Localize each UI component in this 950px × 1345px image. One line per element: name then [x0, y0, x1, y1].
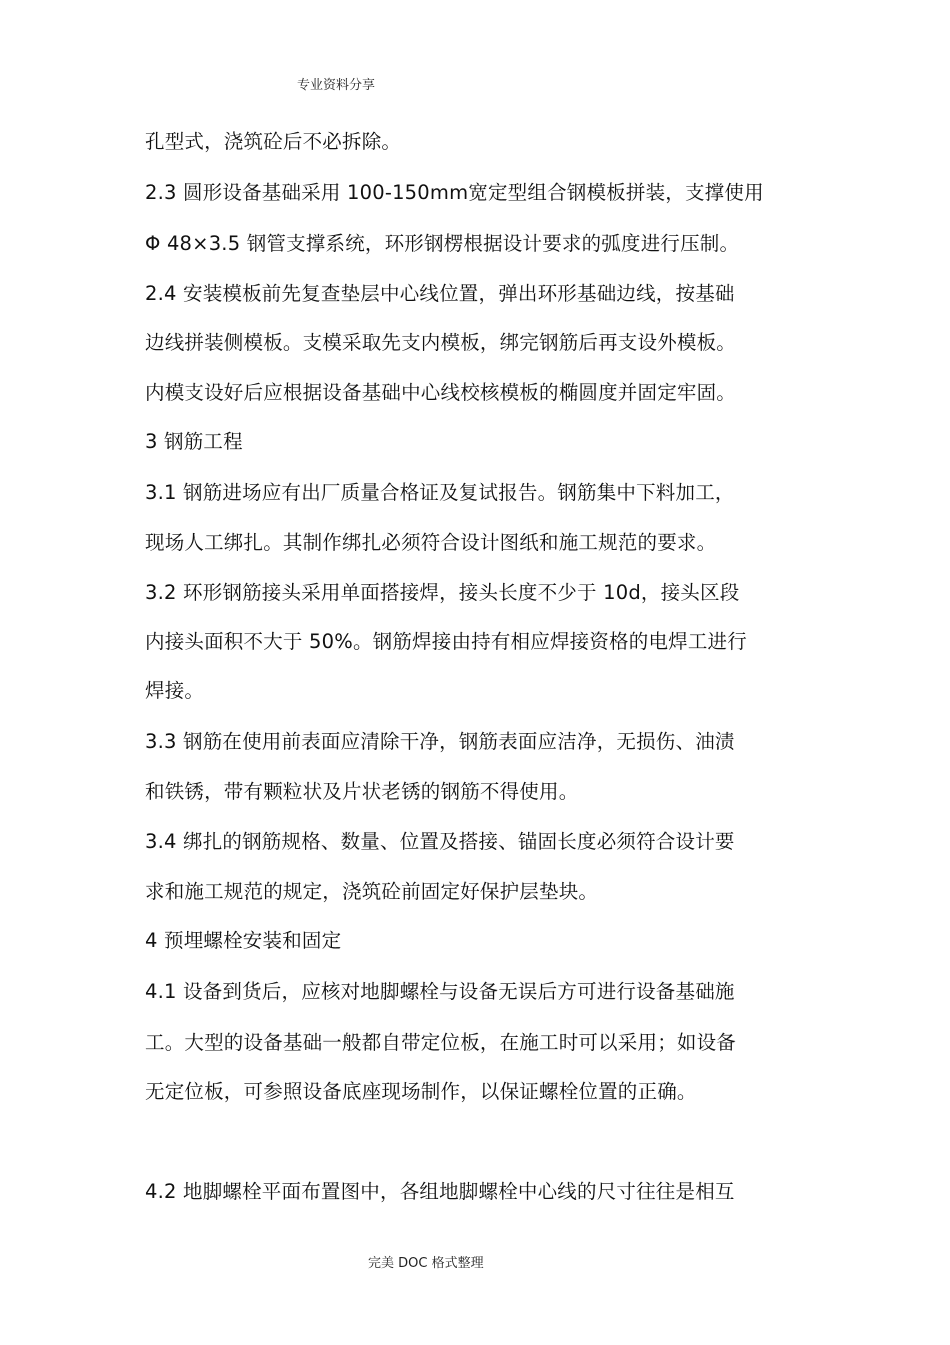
body-line: 无定位板，可参照设备底座现场制作，以保证螺栓位置的正确。 — [145, 1080, 697, 1103]
body-line: Φ 48×3.5 钢管支撑系统，环形钢楞根据设计要求的弧度进行压制。 — [145, 232, 740, 255]
body-line: 工。大型的设备基础一般都自带定位板，在施工时可以采用；如设备 — [145, 1031, 737, 1054]
body-line: 4.2 地脚螺栓平面布置图中，各组地脚螺栓中心线的尺寸往往是相互 — [145, 1180, 735, 1203]
body-line: 2.4 安装模板前先复查垫层中心线位置，弹出环形基础边线，按基础 — [145, 282, 735, 305]
body-line: 3.4 绑扎的钢筋规格、数量、位置及搭接、锚固长度必须符合设计要 — [145, 830, 735, 853]
body-line: 4.1 设备到货后，应核对地脚螺栓与设备无误后方可进行设备基础施 — [145, 980, 735, 1003]
body-line: 3.1 钢筋进场应有出厂质量合格证及复试报告。钢筋集中下料加工， — [145, 481, 735, 504]
body-line: 2.3 圆形设备基础采用 100-150mm宽定型组合钢模板拼装，支撑使用 — [145, 181, 764, 204]
section-heading: 3 钢筋工程 — [145, 430, 243, 453]
body-line: 焊接。 — [145, 679, 205, 702]
body-line: 现场人工绑扎。其制作绑扎必须符合设计图纸和施工规范的要求。 — [145, 531, 717, 554]
page-header: 专业资料分享 — [297, 78, 376, 93]
body-line: 和铁锈，带有颗粒状及片状老锈的钢筋不得使用。 — [145, 780, 579, 803]
body-line: 孔型式，浇筑砼后不必拆除。 — [145, 130, 402, 153]
body-line: 求和施工规范的规定，浇筑砼前固定好保护层垫块。 — [145, 880, 599, 903]
body-line: 3.3 钢筋在使用前表面应清除干净，钢筋表面应洁净，无损伤、油渍 — [145, 730, 735, 753]
section-heading: 4 预埋螺栓安装和固定 — [145, 929, 342, 952]
body-line: 边线拼装侧模板。支模采取先支内模板，绑完钢筋后再支设外模板。 — [145, 331, 737, 354]
body-line: 内接头面积不大于 50%。钢筋焊接由持有相应焊接资格的电焊工进行 — [145, 630, 747, 653]
body-line: 内模支设好后应根据设备基础中心线校核模板的椭圆度并固定牢固。 — [145, 381, 737, 404]
page-footer: 完美 DOC 格式整理 — [368, 1256, 484, 1271]
body-line: 3.2 环形钢筋接头采用单面搭接焊，接头长度不少于 10d，接头区段 — [145, 581, 740, 604]
